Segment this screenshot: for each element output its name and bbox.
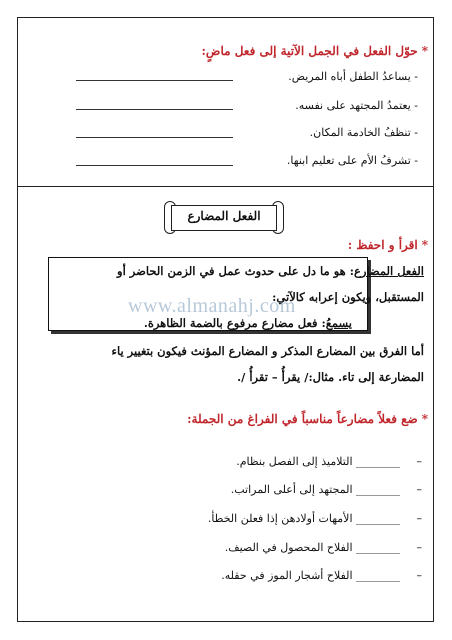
- fill-blank-item[interactable]: ________ المجتهد إلى أعلى المراتب.: [230, 483, 400, 496]
- bullet-star: *: [421, 238, 428, 252]
- item-dash: –: [416, 569, 422, 582]
- definition-text: : هو ما دل على حدوث عمل في الزمن الحاضر أو: [117, 264, 354, 278]
- note-line-2: المضارعة إلى تاء. مثال:/ يقرأُ – تقرأُ /.: [237, 370, 424, 384]
- fill-blank-item[interactable]: ________ الأمهات أولادهن إذا فعلن الخطأ.: [207, 512, 400, 525]
- fill-blank-item[interactable]: ________ التلاميذ إلى الفصل بنظام.: [236, 455, 400, 468]
- exercise1-item: - يعتمدُ المجتهد على نفسه.: [295, 99, 418, 112]
- section3-title: [187, 412, 428, 426]
- definition-line-1: [30, 264, 424, 278]
- exercise1-item: - تنظفُ الخادمة المكان.: [309, 126, 418, 139]
- exercise1-item: - يساعدُ الطفل أباه المريض.: [288, 70, 418, 83]
- watermark: www.almanahj.com: [128, 295, 296, 317]
- answer-line[interactable]: [76, 109, 233, 110]
- section2-title: [348, 238, 428, 252]
- section1-title-text: حوّل الفعل في الجمل الآتية إلى فعل ماضٍ:: [201, 44, 418, 58]
- section1-title: [202, 44, 429, 58]
- section-divider: [17, 186, 434, 187]
- definition-line-2: المستقبل، ويكون إعرابه كالآتي:: [272, 290, 424, 304]
- bullet-star: *: [421, 412, 428, 426]
- section2-title-text: اقرأ و احفظ :: [347, 238, 418, 252]
- item-dash: –: [416, 455, 422, 468]
- answer-line[interactable]: [76, 137, 233, 138]
- note-line-1: أما الفرق بين المضارع المذكر و المضارع المؤنث فيكون بتغيير ياء: [111, 344, 424, 358]
- section3-title-text: ضع فعلاً مضارعاً مناسباً في الفراغ من الجملة:: [187, 412, 418, 426]
- rule-term: يسمعُ: [325, 316, 352, 330]
- answer-line[interactable]: [76, 80, 233, 81]
- rule-line: [30, 316, 352, 330]
- item-dash: –: [416, 541, 422, 554]
- answer-line[interactable]: [76, 165, 233, 166]
- scroll-title: الفعل المضارع: [187, 209, 261, 223]
- rule-text: : فعل مضارع مرفوع بالضمة الظاهرة.: [143, 316, 326, 330]
- scroll-banner: [163, 201, 285, 234]
- fill-blank-item[interactable]: ________ الفلاح أشجار الموز في حقله.: [221, 569, 400, 582]
- item-dash: –: [416, 483, 422, 496]
- fill-blank-item[interactable]: ________ الفلاح المحصول في الصيف.: [224, 541, 400, 554]
- definition-term: الفعل المضارع: [353, 264, 424, 278]
- item-dash: –: [416, 512, 422, 525]
- bullet-star: *: [421, 44, 428, 58]
- exercise1-item: - تشرفُ الأم على تعليم ابنها.: [286, 154, 418, 167]
